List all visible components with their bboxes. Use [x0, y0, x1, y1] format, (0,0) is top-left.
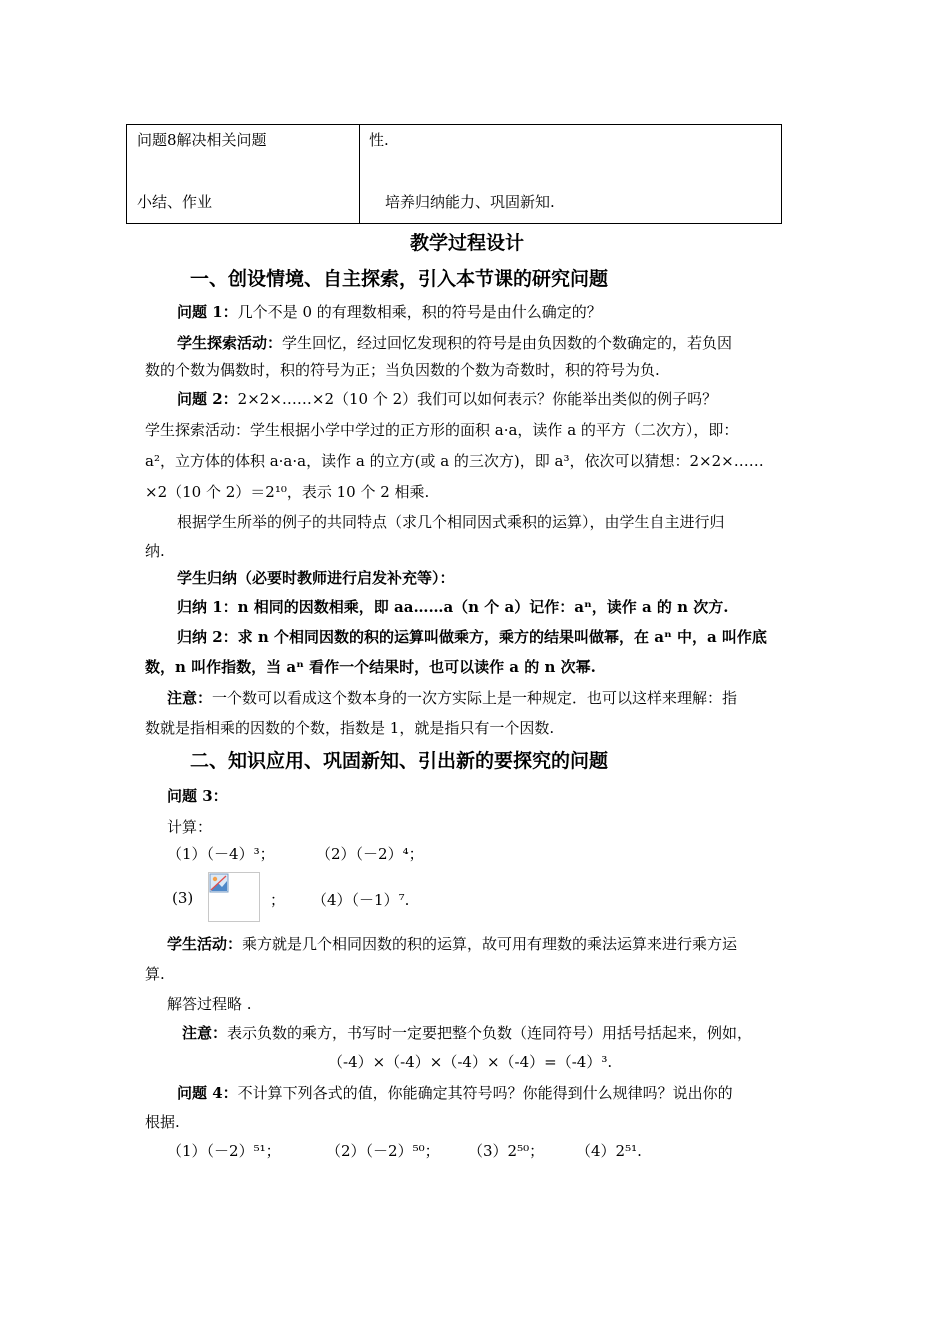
- explore-1-label: 学生探索活动：: [177, 334, 283, 352]
- question-4-line-1: [177, 1082, 733, 1103]
- broken-image-placeholder: [208, 872, 260, 922]
- explore-1-line-1: [177, 332, 732, 353]
- section-1-heading: 一、创设情境、自主探索，引入本节课的研究问题: [190, 268, 609, 290]
- calc-label: 计算：: [167, 818, 213, 836]
- calc-item-2: （2）（－2）⁴；: [316, 845, 424, 863]
- note-1-label: 注意：: [167, 689, 213, 707]
- induce-2-line-2: 数，n 叫作指数，当 aⁿ 看作一个结果时，也可以读作 a 的 n 次幂.: [145, 658, 596, 676]
- note-2-example: （-4）×（-4）×（-4）×（-4）=（-4）³.: [328, 1053, 613, 1071]
- calc-item-1: （1）（－4）³；: [167, 845, 275, 863]
- explore-1-line-2: 数的个数为偶数时，积的符号为正；当负因数的个数为奇数时，积的符号为负.: [145, 361, 660, 379]
- question-4-text: 不计算下列各式的值，你能确定其符号吗？你能得到什么规律吗？说出你的: [237, 1084, 733, 1102]
- question-4-label: 问题 4：: [177, 1084, 238, 1102]
- question-2: [177, 388, 717, 409]
- note-2: [182, 1022, 752, 1043]
- calc-item-3-label: (3): [172, 889, 194, 907]
- induce-1: 归纳 1：n 相同的因数相乘，即 aa……a（n 个 a）记作：aⁿ，读作 a 的 n 次方.: [177, 598, 729, 616]
- table-cell-right-2: 培养归纳能力、巩固新知.: [385, 193, 555, 211]
- table-cell-right-1: 性.: [369, 131, 389, 149]
- question-2-text: 2×2×……×2（10 个 2）我们可以如何表示？你能举出类似的例子吗？: [237, 390, 718, 408]
- q4-item-3: （3）2⁵⁰；: [468, 1142, 545, 1160]
- question-2-label: 问题 2：: [177, 390, 238, 408]
- induce-2-line-1: 归纳 2：求 n 个相同因数的积的运算叫做乘方，乘方的结果叫做幂，在 aⁿ 中，a 叫作底: [177, 628, 767, 646]
- induce-title: 学生归纳（必要时教师进行启发补充等）：: [177, 569, 455, 587]
- explore-2-line-3: ×2（10 个 2）＝2¹⁰，表示 10 个 2 相乘.: [145, 483, 430, 501]
- explore-1-text: 学生回忆，经过回忆发现积的符号是由负因数的个数确定的，若负因: [282, 334, 733, 352]
- note-2-text: 表示负数的乘方，书写时一定要把整个负数（连同符号）用括号括起来，例如，: [227, 1024, 753, 1042]
- question-1-text: 几个不是 0 的有理数相乘，积的符号是由什么确定的？: [237, 303, 602, 321]
- note-1-line-2: 数就是指相乘的因数的个数，指数是 1，就是指只有一个因数.: [145, 719, 555, 737]
- answer-omitted: 解答过程略 .: [167, 995, 252, 1013]
- question-1-label: 问题 1：: [177, 303, 238, 321]
- activity-line-2: 算.: [145, 965, 165, 983]
- section-2-heading: 二、知识应用、巩固新知、引出新的要探究的问题: [190, 750, 609, 772]
- calc-item-4: （4）（－1）⁷.: [312, 891, 410, 909]
- table-divider: [359, 125, 360, 223]
- calc-item-3-tail: ；: [270, 891, 286, 909]
- note-1-line-1: [167, 687, 737, 708]
- note-1-text: 一个数可以看成这个数本身的一次方实际上是一种规定．也可以这样来理解：指: [212, 689, 738, 707]
- activity-label: 学生活动：: [167, 935, 243, 953]
- note-2-label: 注意：: [182, 1024, 228, 1042]
- activity-text: 乘方就是几个相同因数的积的运算，故可用有理数的乘法运算来进行乘方运: [242, 935, 738, 953]
- explore-2-line-1: 学生探索活动：学生根据小学中学过的正方形的面积 a·a，读作 a 的平方（二次方），即：: [145, 421, 739, 439]
- table-cell-left-1: 问题8解决相关问题: [137, 131, 267, 149]
- page-title: 教学过程设计: [410, 232, 525, 254]
- q4-item-2: （2）（－2）⁵⁰；: [326, 1142, 440, 1160]
- table-cell-left-2: 小结、作业: [137, 193, 213, 211]
- q4-item-1: （1）（－2）⁵¹；: [167, 1142, 281, 1160]
- summary-line-1: 根据学生所举的例子的共同特点（求几个相同因式乘积的运算），由学生自主进行归: [177, 513, 725, 531]
- question-1: [177, 301, 602, 322]
- activity-line-1: [167, 933, 737, 954]
- broken-image-icon: [209, 873, 229, 893]
- explore-2-line-2: a²，立方体的体积 a·a·a，读作 a 的立方(或 a 的三次方)，即 a³，依次可以猜想：2×2×……: [145, 452, 764, 470]
- question-3-label: 问题 3：: [167, 787, 228, 805]
- q4-item-4: （4）2⁵¹.: [576, 1142, 642, 1160]
- question-4-line-2: 根据.: [145, 1113, 180, 1131]
- summary-line-2: 纳.: [145, 542, 165, 560]
- summary-table: [126, 124, 782, 224]
